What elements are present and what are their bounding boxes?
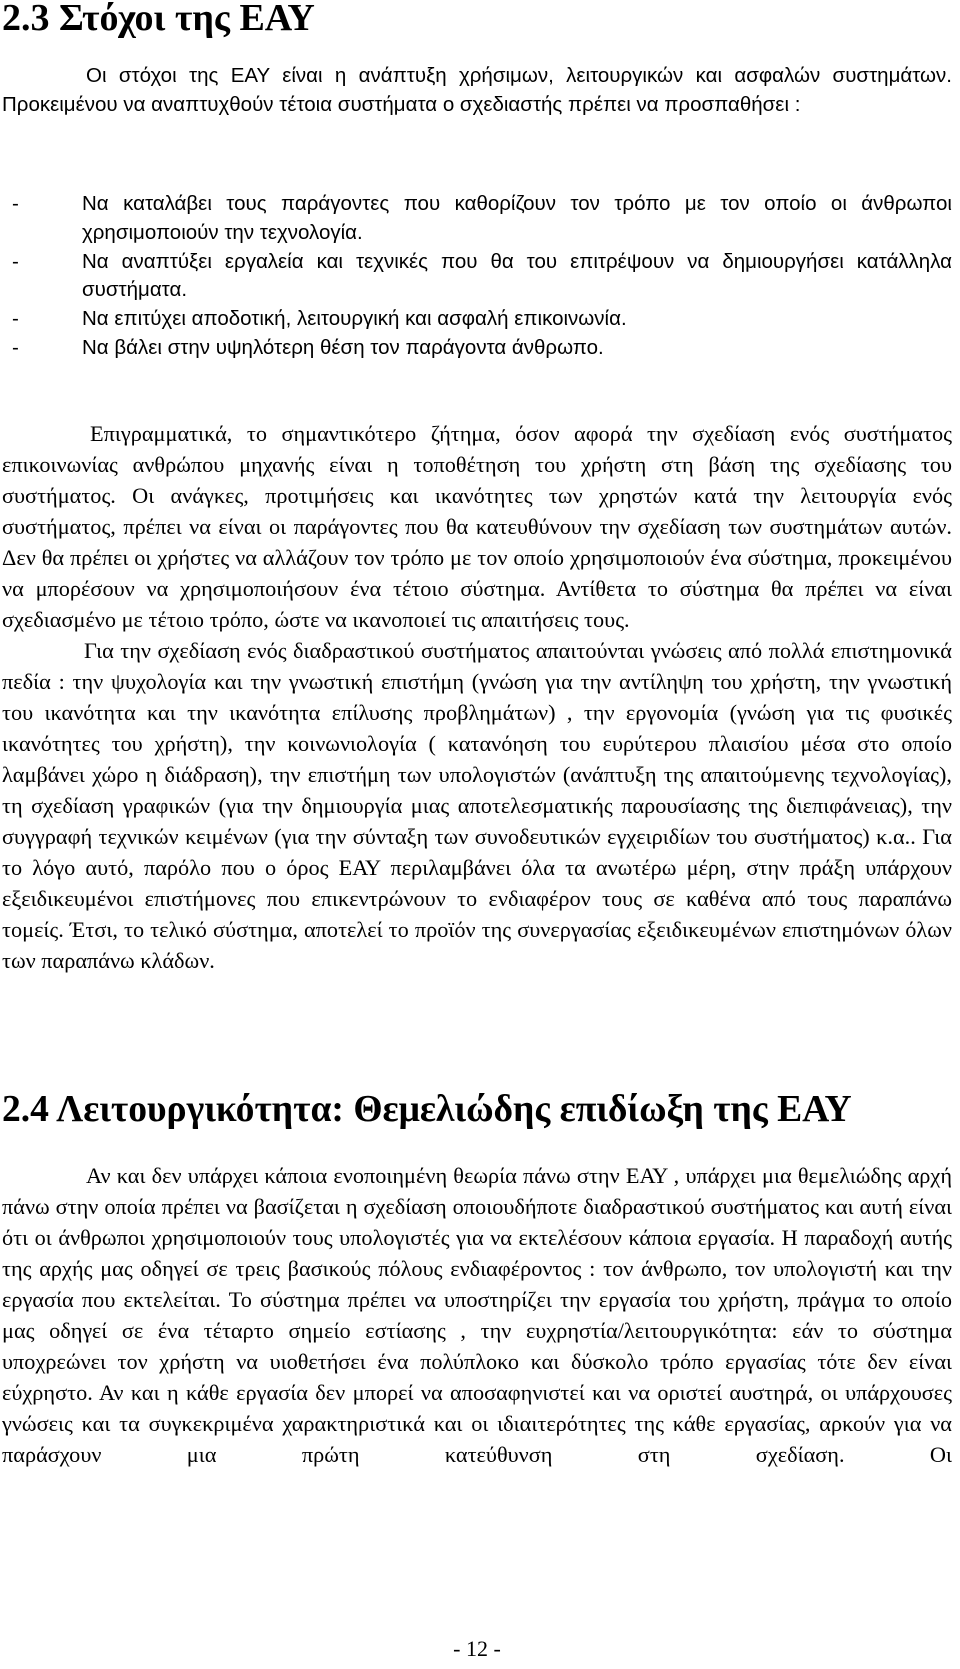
- list-item-text: Να βάλει στην υψηλότερη θέση τον παράγοντα άνθρωπο.: [82, 335, 604, 359]
- document-page: [2, 0, 952, 1669]
- list-item: [2, 190, 952, 248]
- section-body: [2, 418, 952, 976]
- list-item-text: Να αναπτύξει εργαλεία και τεχνικές που θα του επιτρέψουν να δημιουργήσει κατάλληλα συστήματα.: [82, 249, 952, 302]
- list-marker: -: [12, 335, 19, 359]
- list-item-text: Να επιτύχει αποδοτική, λειτουργική και ασφαλή επικοινωνία.: [82, 307, 627, 331]
- page-number: - 12 -: [453, 1636, 501, 1661]
- list-item: [2, 305, 952, 334]
- section-body: [2, 1160, 952, 1470]
- section-heading: 2.4 Λειτουργικότητα: Θεμελιώδης επιδίωξη της ΕΑΥ: [2, 1089, 852, 1130]
- list-item: [2, 248, 952, 306]
- body-paragraph: Επιγραμματικά, το σημαντικότερο ζήτημα, όσον αφορά την σχεδίαση ενός συστήματος επικοινωνίας ανθρώπου μηχανής είναι η τοποθέτηση του χρήστη στη βάση της σχεδίασης του συστήματος. Οι ανάγκες, προτιμήσεις και ικανότητες των χρηστών κατά την λειτουργία ενός συστήματος, πρέπει να είναι οι παράγοντες που θα κατευθύνουν την σχεδίαση των συστημάτων αυτών. Δεν θα πρέπει οι χρήστες να αλλάζουν τον τρόπο με τον οποίο χρησιμοποιούν ένα σύστημα, προκειμένου να μπορέσουν να χρησιμοποιήσουν ένα τέτοιο σύστημα. Αντίθετα το σύστημα θα πρέπει να είναι σχεδιασμένο με τέτοιο τρόπο, ώστε να ικανοποιεί τις απαιτήσεις τους.: [2, 421, 952, 632]
- goals-list: [2, 190, 952, 363]
- intro-paragraph: Οι στόχοι της ΕΑΥ είναι η ανάπτυξη χρήσιμων, λειτουργικών και ασφαλών συστημάτων. Προκειμένου να αναπτυχθούν τέτοια συστήματα ο σχεδιαστής πρέπει να προσπαθήσει :: [2, 64, 952, 116]
- body-paragraph: Για την σχεδίαση ενός διαδραστικού συστήματος απαιτούνται γνώσεις από πολλά επιστημονικά πεδία : την ψυχολογία και την γνωστική επιστήμη (γνώση για την αντίληψη του χρήστη, την γνωστική του ικανότητα και την ικανότητα επίλυσης προβλημάτων) , την εργονομία (γνώση για τις φυσικές ικανότητες του χρήστη), την κοινωνιολογία ( κατανόηση του ευρύτερου πλαισίου μέσα στο οποίο λαμβάνει χώρο η διάδραση), την επιστήμη των υπολογιστών (ανάπτυξη της απαιτούμενης τεχνολογίας), τη σχεδίαση γραφικών (για την δημιουργία μιας αποτελεσματικής παρουσίασης της διεπιφάνειας), την συγγραφή τεχνικών κειμένων (για την σύνταξη των συνοδευτικών εγχειριδίων του συστήματος) κ.α.. Για το λόγο αυτό, παρόλο που ο όρος ΕΑΥ περιλαμβάνει όλα τα ανωτέρω μέρη, στην πράξη υπάρχουν εξειδικευμένοι επιστήμονες που επικεντρώνουν το ενδιαφέρον τους σε καθένα από τους παραπάνω τομείς. Έτσι, το τελικό σύστημα, αποτελεί το προϊόν της συνεργασίας εξειδικευμένων επιστημόνων όλων των παραπάνω κλάδων.: [2, 638, 952, 973]
- body-paragraph: Αν και δεν υπάρχει κάποια ενοποιημένη θεωρία πάνω στην ΕΑΥ , υπάρχει μια θεμελιώδης αρχή πάνω στην οποία πρέπει να βασίζεται η σχεδίαση οποιουδήποτε διαδραστικού συστήματος και αυτή είναι ότι οι άνθρωποι χρησιμοποιούν τους υπολογιστές για να εκτελέσουν κάποια εργασία. Η παραδοχή αυτής της αρχής μας οδηγεί σε τρεις βασικούς πόλους ενδιαφέροντος : τον άνθρωπο, τον υπολογιστή και την εργασία που εκτελείται. Το σύστημα πρέπει να υποστηρίζει την εργασία του χρήστη, πράγμα το οποίο μας οδηγεί σε ένα τέταρτο σημείο εστίασης , την ευχρηστία/λειτουργικότητα: εάν το σύστημα υποχρεώνει τον χρήστη να υιοθετήσει ένα πολύπλοκο και δύσκολο τρόπο εργασίας τότε δεν είναι εύχρηστο. Αν και η κάθε εργασία δεν μπορεί να αποσαφηνιστεί και να οριστεί αυστηρά, οι υπάρχουσες γνώσεις και τα συγκεκριμένα χαρακτηριστικά και οι ιδιαιτερότητες της κάθε εργασίας, αρκούν για να παράσχουν μια πρώτη κατεύθυνση στη σχεδίαση. Οι: [2, 1163, 952, 1467]
- section-heading: 2.3 Στόχοι της ΕΑΥ: [2, 0, 315, 39]
- list-marker: -: [12, 307, 19, 331]
- list-item-text: Να καταλάβει τους παράγοντες που καθορίζουν τον τρόπο με τον οποίο οι άνθρωποι χρησιμοποιούν την τεχνολογία.: [82, 192, 952, 244]
- list-marker: -: [12, 192, 19, 215]
- list-item: [2, 334, 952, 363]
- list-marker: -: [12, 249, 19, 273]
